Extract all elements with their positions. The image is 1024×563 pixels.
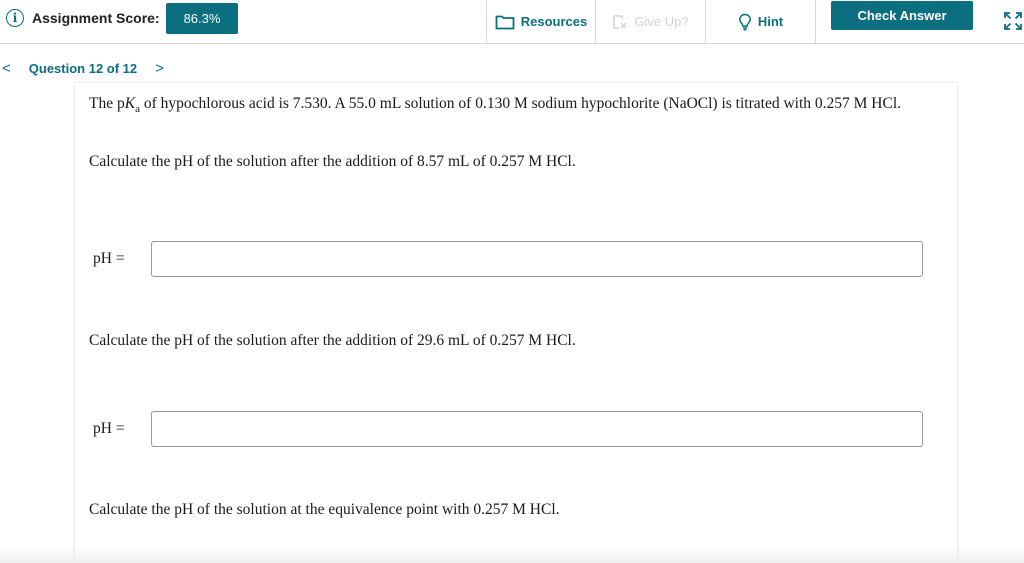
intro-text: of hypochlorous acid is 7.530. A 55.0 mL solution of 0.130 M sodium hypochlorite (NaOCl) is titrated with 0.257 M HCl. [139,95,901,112]
hint-button[interactable] [706,0,816,43]
resources-label: Resources [520,14,588,29]
folder-icon [495,14,515,30]
score-label: Assignment Score: [32,10,160,26]
part1-prompt: Calculate the pH of the solution after the addition of 8.57 mL of 0.257 M HCl. [89,153,576,170]
top-toolbar [0,0,1024,44]
assignment-score [6,7,160,29]
part3-prompt: Calculate the pH of the solution at the equivalence point with 0.257 M HCl. [89,501,560,518]
hint-label: Hint [757,14,784,29]
question-intro [89,91,939,122]
part2-prompt: Calculate the pH of the solution after the addition of 29.6 mL of 0.257 M HCl. [89,332,576,349]
part1-ph-input[interactable] [151,241,923,277]
intro-k-symbol: K [124,95,136,112]
part1-ph-label: pH = [93,250,125,267]
next-question-button[interactable]: > [155,59,164,77]
part2-ph-label: pH = [93,420,125,437]
part2-answer-row [93,411,923,447]
expand-icon[interactable] [1003,11,1023,31]
lightbulb-icon [738,13,752,31]
give-up-label: Give Up? [634,14,689,29]
score-badge: 86.3% [166,3,238,34]
scroll-fade [0,546,1024,563]
resources-button[interactable] [486,0,596,43]
intro-k-subscript: a [135,103,140,116]
question-counter[interactable]: Question 12 of 12 [28,60,138,76]
give-up-button[interactable] [596,0,706,43]
give-up-icon [612,14,628,30]
question-navigation [0,58,164,78]
intro-prefix: The p [89,95,125,112]
info-icon[interactable]: i [6,9,24,27]
part1-answer-row [93,241,923,277]
question-panel [75,83,957,563]
previous-question-button[interactable]: < [2,59,11,77]
check-answer-button[interactable]: Check Answer [831,1,973,30]
part2-ph-input[interactable] [151,411,923,447]
